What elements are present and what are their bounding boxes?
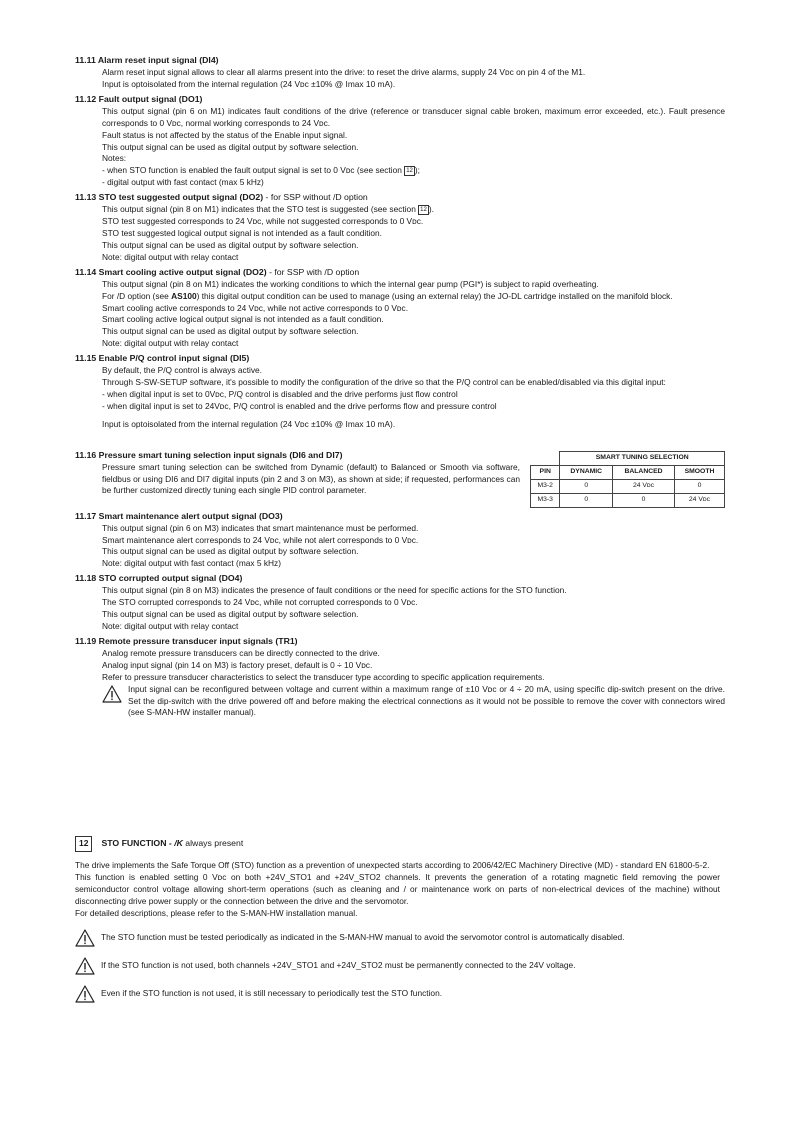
warning-note [75, 928, 720, 947]
section-title [75, 266, 725, 278]
paragraph [102, 291, 725, 303]
table-cell: 0 [613, 493, 675, 507]
warning-icon [102, 685, 122, 703]
section-11-11 [75, 54, 725, 91]
column-header: DYNAMIC [560, 465, 613, 479]
paragraph: This output signal (pin 6 on M1) indicates fault conditions of the drive (reference or transducer signal cable broken, maximum error exceeded, etc.). Fault presence corresponds to 0 Vᴅᴄ, normal working corresponds to 24 Vᴅᴄ. [102, 105, 725, 128]
paragraph: Alarm reset input signal allows to clear all alarms present into the drive: to reset the drive alarms, supply 24 Vᴅᴄ on pin 4 of the M1. [102, 67, 586, 77]
paragraph: This output signal (pin 8 on M3) indicates the presence of fault conditions or the need for specific actions for the STO function. [102, 585, 567, 596]
section-number: 12 [75, 836, 92, 852]
paragraph [102, 165, 725, 177]
title-option: /K [174, 838, 183, 848]
table-cell: M3-2 [531, 479, 560, 493]
paragraph: STO test suggested corresponds to 24 Vᴅᴄ, while not suggested corresponds to 0 Vᴅᴄ. [102, 216, 424, 227]
paragraph: Smart cooling active corresponds to 24 Vᴅᴄ, while not active corresponds to 0 Vᴅᴄ. [102, 302, 409, 313]
paragraph: This output signal can be used as digital output by software selection. [102, 326, 359, 337]
title-suffix: always present [182, 838, 244, 848]
column-header: BALANCED [613, 465, 675, 479]
column-header: SMOOTH [674, 465, 724, 479]
section-11-13 [75, 191, 725, 264]
warning-text: Input signal can be reconfigured between voltage and current within a maximum range of ±10 Vᴅᴄ or 4 ÷ 20 mA, using specific dip-switch present on the drive. Set the dip-switch with the drive powered off and before making the electrical connections as it would not be possible to remove the cover with connectors wired (see S-MAN-HW installer manual). [128, 683, 725, 718]
warning-text: Even if the STO function is not used, it is still necessary to periodically test the STO function. [101, 987, 443, 998]
table-cell: M3-3 [531, 493, 560, 507]
title-text: 11.13 STO test suggested output signal (DO2) [75, 192, 264, 203]
section-ref-link[interactable]: 12 [406, 168, 413, 175]
text: For /D option (see [102, 290, 172, 301]
paragraph: Input is optoisolated from the internal regulation (24 Vᴅᴄ ±10% @ Imax 10 mA). [102, 78, 396, 89]
title-suffix: - for SSP without /D option [263, 192, 368, 203]
table-cell: 24 Vᴅᴄ [674, 493, 724, 507]
table-cell: 0 [560, 493, 613, 507]
section-title [101, 838, 243, 850]
warning-icon [75, 985, 95, 1003]
paragraph: - when digital input is set to 0Vᴅᴄ, P/Q control is disabled and the drive performs just flow control [102, 388, 458, 399]
warning-text: The STO function must be tested periodically as indicated in the S-MAN-HW manual to avoid the servomotor control is automatically disabled. [101, 931, 625, 942]
section-title: 11.17 Smart maintenance alert output signal (DO3) [75, 510, 283, 521]
section-11-18 [75, 572, 725, 633]
paragraph: Analog input signal (pin 14 on M3) is factory preset, default is 0 ÷ 10 Vᴅᴄ. [102, 659, 373, 670]
paragraph: This output signal (pin 8 on M1) indicates the working conditions to which the internal gear pump (PGI*) is subject to rapid overheating. [102, 278, 599, 289]
table-cell: 0 [560, 479, 613, 493]
text: ). [428, 204, 434, 215]
title-suffix: - for SSP with /D option [266, 266, 360, 277]
paragraph: This function is enabled setting 0 Vᴅᴄ on both +24V_STO1 and +24V_STO2 channels. It prevents the generation of a rotating magnetic field removing the power semiconductor control voltage allowing short-term operations (such as cleaning and / or maintenance work on parts of non-electrical devices of the machine) without disconnecting drive power supply or the connection between the drive and the servomotor. [75, 871, 720, 906]
section-title [75, 191, 725, 203]
paragraph: STO test suggested logical output signal is not intended as a fault condition. [102, 227, 383, 238]
section-11-14 [75, 266, 725, 350]
section-title: 11.12 Fault output signal (DO1) [75, 93, 203, 104]
table-row [531, 479, 725, 493]
section-11-16 [75, 449, 725, 508]
paragraph: Analog remote pressure transducers can be directly connected to the drive. [102, 647, 380, 658]
paragraph: By default, the P/Q control is always active. [102, 365, 262, 376]
column-header: PIN [531, 465, 560, 479]
paragraph: This output signal can be used as digital output by software selection. [102, 546, 359, 557]
page-content [75, 54, 725, 721]
paragraph: Fault status is not affected by the status of the Enable input signal. [102, 129, 348, 140]
paragraph: - when digital input is set to 24Vᴅᴄ, P/Q control is enabled and the drive performs flow and pressure control [102, 400, 497, 411]
paragraph: This output signal can be used as digital output by software selection. [102, 239, 359, 250]
section-title: 11.15 Enable P/Q control input signal (DI5) [75, 353, 250, 364]
section-title: 11.11 Alarm reset input signal (DI4) [75, 55, 219, 65]
warning-text: If the STO function is not used, both channels +24V_STO1 and +24V_STO2 must be permanently connected to the 24V voltage. [101, 959, 576, 970]
section-11-19 [75, 635, 725, 719]
section-ref-link[interactable]: 12 [420, 206, 427, 213]
section-11-17 [75, 510, 725, 571]
section-11-12 [75, 93, 725, 189]
text: ) this digital output condition can be used to manage (using an external relay) the JO-DL cartridge installed on the manifold block. [196, 290, 673, 301]
paragraph: Note: digital output with relay contact [102, 338, 239, 349]
paragraph: Refer to pressure transducer characteristics to select the transducer type according to specific application requirements. [102, 671, 545, 682]
paragraph: Note: digital output with fast contact (max 5 kHz) [102, 558, 282, 569]
section-title: 11.16 Pressure smart tuning selection input signals (DI6 and DI7) [75, 449, 343, 460]
section-title: 11.18 STO corrupted output signal (DO4) [75, 573, 243, 584]
title-text: STO FUNCTION - [101, 838, 175, 848]
paragraph: The drive implements the Safe Torque Off (STO) function as a prevention of unexpected starts according to 2006/42/EC Machinery Directive (MD) - standard EN 61800-5-2. [75, 859, 710, 870]
paragraph: For detailed descriptions, please refer to the S-MAN-HW installation manual. [75, 907, 358, 918]
warning-note [102, 684, 725, 720]
table-cell: 24 Vᴅᴄ [613, 479, 675, 493]
paragraph: The STO corrupted corresponds to 24 Vᴅᴄ, while not corrupted corresponds to 0 Vᴅᴄ. [102, 597, 418, 608]
sto-section [75, 836, 720, 1003]
note-text: ); [414, 165, 421, 176]
text: This output signal (pin 8 on M1) indicates that the STO test is suggested (see section [102, 204, 419, 215]
warning-icon [75, 957, 95, 975]
warning-note [75, 984, 720, 1003]
note-text: - when STO function is enabled the fault output signal is set to 0 Vᴅᴄ (see section [102, 165, 405, 176]
paragraph: Smart cooling active logical output signal is not intended as a fault condition. [102, 314, 384, 325]
paragraph: Input is optoisolated from the internal regulation (24 Vᴅᴄ ±10% @ Imax 10 mA). [102, 418, 396, 429]
paragraph: This output signal can be used as digital output by software selection. [102, 609, 359, 620]
paragraph [102, 204, 725, 216]
paragraph: Smart maintenance alert corresponds to 24 Vᴅᴄ, while not alert corresponds to 0 Vᴅᴄ. [102, 534, 419, 545]
table-row [531, 493, 725, 507]
warning-note [75, 956, 720, 975]
smart-tuning-table [530, 451, 725, 508]
section-11-15 [75, 352, 725, 431]
table-cell: 0 [674, 479, 724, 493]
paragraph: - digital output with fast contact (max 5 kHz) [102, 177, 264, 188]
ref-code: AS100 [171, 290, 197, 301]
paragraph: Note: digital output with relay contact [102, 251, 239, 262]
paragraph: Notes: [102, 153, 127, 164]
paragraph: This output signal (pin 6 on M3) indicates that smart maintenance must be performed. [102, 522, 419, 533]
section-title: 11.19 Remote pressure transducer input signals (TR1) [75, 635, 298, 646]
paragraph: Note: digital output with relay contact [102, 621, 239, 631]
title-text: 11.14 Smart cooling active output signal (DO2) [75, 266, 267, 277]
paragraph: This output signal can be used as digital output by software selection. [102, 141, 359, 152]
paragraph: Pressure smart tuning selection can be switched from Dynamic (default) to Balanced or Smooth via software, fieldbus or using DI6 and DI7 digital inputs (pin 2 and 3 on M3), as shown at side; if requested, performances can be further customized directly tuning each single PID control parameter. [102, 461, 520, 496]
warning-icon [75, 929, 95, 947]
table-header: SMART TUNING SELECTION [560, 451, 725, 465]
paragraph: Through S-SW-SETUP software, it's possible to modify the configuration of the drive so that the P/Q control can be enabled/disabled via this digital input: [102, 377, 666, 388]
